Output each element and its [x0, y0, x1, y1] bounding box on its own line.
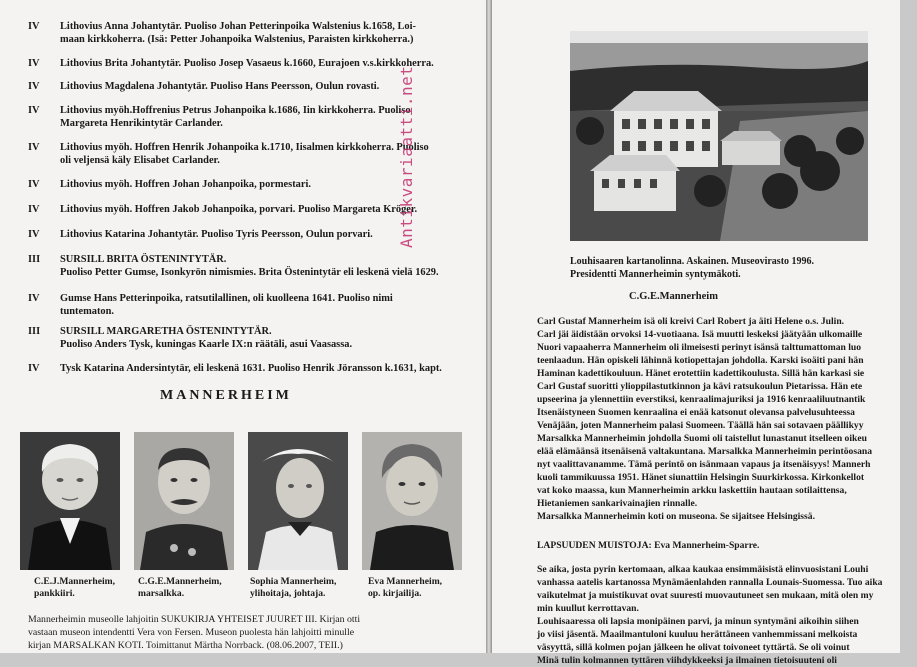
entry-line: Tysk Katarina Andersintytär, eli leskenä 1631. Puoliso Henrik Jöransson k.1631, kapt. [60, 363, 442, 374]
bio-line: elää elämäänsä itsenäisenä valtakuntana. Marsalkka Mannerheimin perintöosana [537, 446, 873, 457]
childhood-line: vanhassa aatelis kartanossa Mynämäenlahden rannalla Lounais-Suomessa. Tuo aika [537, 577, 883, 588]
entry-line: Margareta Henrikintytär Carlander. [60, 118, 223, 129]
generation-number: IV [28, 293, 40, 304]
generation-number: IV [28, 179, 40, 190]
bio-line: teenlaadun. Hän opiskeli lähinnä kotiopettajan johdolla. Karski isoäiti pani hän [537, 355, 864, 366]
bio-line: Carl jäi äidistään orvoksi 14-vuotiaana. Isä muutti leskeksi jäätyään ulkomaille [537, 329, 863, 340]
childhood-text [537, 563, 917, 667]
entry-line: Lithovius myöh. Hoffren Johan Johanpoika, pormestari. [60, 179, 311, 190]
watermark: Antikvariaatti.net [397, 65, 416, 248]
photo-caption [570, 255, 880, 281]
generation-number: IV [28, 58, 40, 69]
entry-line: Lithovius Brita Johantytär. Puoliso Josep Vasaeus k.1660, Eurajoen v.s.kirkkoherra. [60, 58, 434, 69]
right-page [492, 0, 900, 666]
photo-caption-line: Presidentti Mannerheimin syntymäkoti. [570, 269, 741, 280]
childhood-line: väsyyttä, sillä kolmen pojan jälkeen he olivat toivoneet tyttärtä. Se oli voinut [537, 642, 850, 653]
bio-text [537, 315, 917, 523]
caption-role: marsalkka. [138, 588, 185, 599]
entry-line: Puoliso Petter Gumse, Isonkyrön nimismies. Brita Östenintytär eli leskenä vielä 1629. [60, 267, 439, 278]
portrait-eva [362, 432, 462, 570]
caption-name: C.G.E.Mannerheim, [138, 576, 222, 587]
bio-line: Nuori vapaaherra Mannerheim oli ilmeisesti perinyt isänsä talttumattoman luo [537, 342, 862, 353]
generation-number: IV [28, 204, 40, 215]
genealogy-entry [28, 20, 478, 46]
generation-number: III [28, 326, 41, 337]
genealogy-entry [28, 325, 478, 351]
childhood-heading: LAPSUUDEN MUISTOJA: Eva Mannerheim-Sparre. [537, 540, 760, 551]
caption-name: Eva Mannerheim, [368, 576, 443, 587]
bio-line: Venäjään, joten Mannerheim palasi Suomeen. Täällä hän sai sotavaen päällikyy [537, 420, 864, 431]
footer-note [28, 613, 478, 652]
manor-photo [570, 31, 868, 241]
section-title: MANNERHEIM [160, 388, 292, 403]
caption-eva [368, 576, 442, 600]
childhood-line: vaikutelmat ja muistikuvat ovat suuresti muovautuneet sen mukaan, mitä olen my [537, 590, 874, 601]
generation-number: III [28, 254, 41, 265]
bio-line: upseerina ja ylennettiin everstiksi, kenraalimajuriksi ja 1916 kenraaliluutnantik [537, 394, 866, 405]
entry-line: Puoliso Anders Tysk, kuningas Kaarle IX:n räätäli, asui Vaasassa. [60, 339, 353, 350]
entry-line: Lithovius Katarina Johantytär. Puoliso Tyris Peersson, Oulun porvari. [60, 229, 373, 240]
caption-role: ylihoitaja, johtaja. [250, 588, 326, 599]
caption-cej [34, 576, 115, 600]
bio-line: Itsenäistyneen Suomen kenraalina ei enää katsonut olevansa palvelusuhteessa [537, 407, 855, 418]
bio-line: Carl Gustaf suoritti ylioppilastutkinnon ja kävi ratsukoulun Pietarissa. Hän ete [537, 381, 863, 392]
genealogy-entry [28, 292, 478, 318]
entry-line: SURSILL MARGARETHA ÖSTENINTYTÄR. [60, 326, 272, 337]
generation-number: IV [28, 142, 40, 153]
bio-line: Marsalkka Mannerheimin koti on museona. Se sijaitsee Helsingissä. [537, 511, 815, 522]
portrait-sophia [248, 432, 348, 570]
entry-line: Gumse Hans Petterinpoika, ratsutilallinen, oli kuolleena 1641. Puoliso nimi [60, 293, 393, 304]
caption-cge [138, 576, 222, 600]
bio-line: Haminan kadettikouluun. Hänet erotettiin kadettikoulusta. Sillä hän karkasi sie [537, 368, 865, 379]
entry-line: Lithovius myöh. Hoffren Jakob Johanpoika, porvari. Puoliso Margareta Kröger. [60, 204, 418, 215]
entry-line: Lithovius Magdalena Johantytär. Puoliso Hans Peersson, Oulun rovasti. [60, 81, 380, 92]
bio-line: kuoli tammikuussa 1951. Hänet siunattiin Helsingin Suurkirkossa. Kirkonkellot [537, 472, 865, 483]
entry-line: maan kirkkoherra. (Isä: Petter Johanpoika Walstenius, Paraisten kirkkoherra.) [60, 34, 414, 45]
generation-number: IV [28, 229, 40, 240]
bio-line: Marsalkka Mannerheimin johdolla Suomi oli taistellut lunastanut itselleen oikeu [537, 433, 867, 444]
entry-line: oli veljensä käly Elisabet Carlander. [60, 155, 220, 166]
caption-name: Sophia Mannerheim, [250, 576, 337, 587]
caption-role: op. kirjailija. [368, 588, 422, 599]
footer-line: kirjan MARSALKAN KOTI. Toimittanut Märtha Norrback. (08.06.2007, TEII.) [28, 640, 343, 651]
bio-heading: C.G.E.Mannerheim [629, 291, 718, 302]
entry-line: Lithovius Anna Johantytär. Puoliso Johan Petterinpoika Walstenius k.1658, Loi- [60, 21, 416, 32]
bio-line: vat koko maassa, kun Mannerheimin arkku laskettiin hautaan sotilaittensa, [537, 485, 847, 496]
portrait-cej [20, 432, 120, 570]
footer-line: vastaan museon intendentti Vera von Fersen. Museon puolesta hän lahjoitti minulle [28, 627, 355, 638]
genealogy-entry [28, 253, 478, 279]
entry-line: Lithovius myöh. Hoffren Henrik Johanpoika k.1710, Iisalmen kirkkoherra. Puoliso [60, 142, 429, 153]
generation-number: IV [28, 105, 40, 116]
caption-sophia [250, 576, 336, 600]
caption-role: pankkiiri. [34, 588, 75, 599]
portrait-cge [134, 432, 234, 570]
genealogy-entry [28, 362, 478, 375]
entry-line: tuntematon. [60, 306, 114, 317]
bio-line: Carl Gustaf Mannerheim isä oli kreivi Carl Robert ja äiti Helene o.s. Julin. [537, 316, 845, 327]
caption-name: C.E.J.Mannerheim, [34, 576, 116, 587]
photo-caption-line: Louhisaaren kartanolinna. Askainen. Museovirasto 1996. [570, 256, 815, 267]
bio-line: Hietaniemen sankarivainajien rinnalle. [537, 498, 698, 509]
generation-number: IV [28, 81, 40, 92]
entry-line: SURSILL BRITA ÖSTENINTYTÄR. [60, 254, 227, 265]
generation-number: IV [28, 363, 40, 374]
childhood-line: min kuullut kerrottavan. [537, 603, 639, 614]
childhood-line: Louhisaaressa oli lapsia monipäinen parvi, ja minun syntymäni aikoihin siihen [537, 616, 859, 627]
entry-line: Lithovius myöh.Hoffrenius Petrus Johanpoika k.1686, Iin kirkkoherra. Puoliso [60, 105, 411, 116]
childhood-line: Minä tulin kolmannen tyttären viihdykkeeksi ja ilmainen tietoisuuteni oli [537, 655, 837, 666]
childhood-line: Se aika, josta pyrin kertomaan, alkaa kaukaa ensimmäisistä elinvuosistani Louhi [537, 564, 869, 575]
childhood-line: jo viisi jäsentä. Maailmantuloni kuuluu herättäneen vanhemmissani melkoista [537, 629, 858, 640]
generation-number: IV [28, 21, 40, 32]
footer-line: Mannerheimin museolle lahjoitin SUKUKIRJA YHTEISET JUURET III. Kirjan otti [28, 614, 361, 625]
bio-line: nyt vaalittavanamme. Tämä perintö on isänmaan vapaus ja itsenäisyys! Mannerh [537, 459, 871, 470]
